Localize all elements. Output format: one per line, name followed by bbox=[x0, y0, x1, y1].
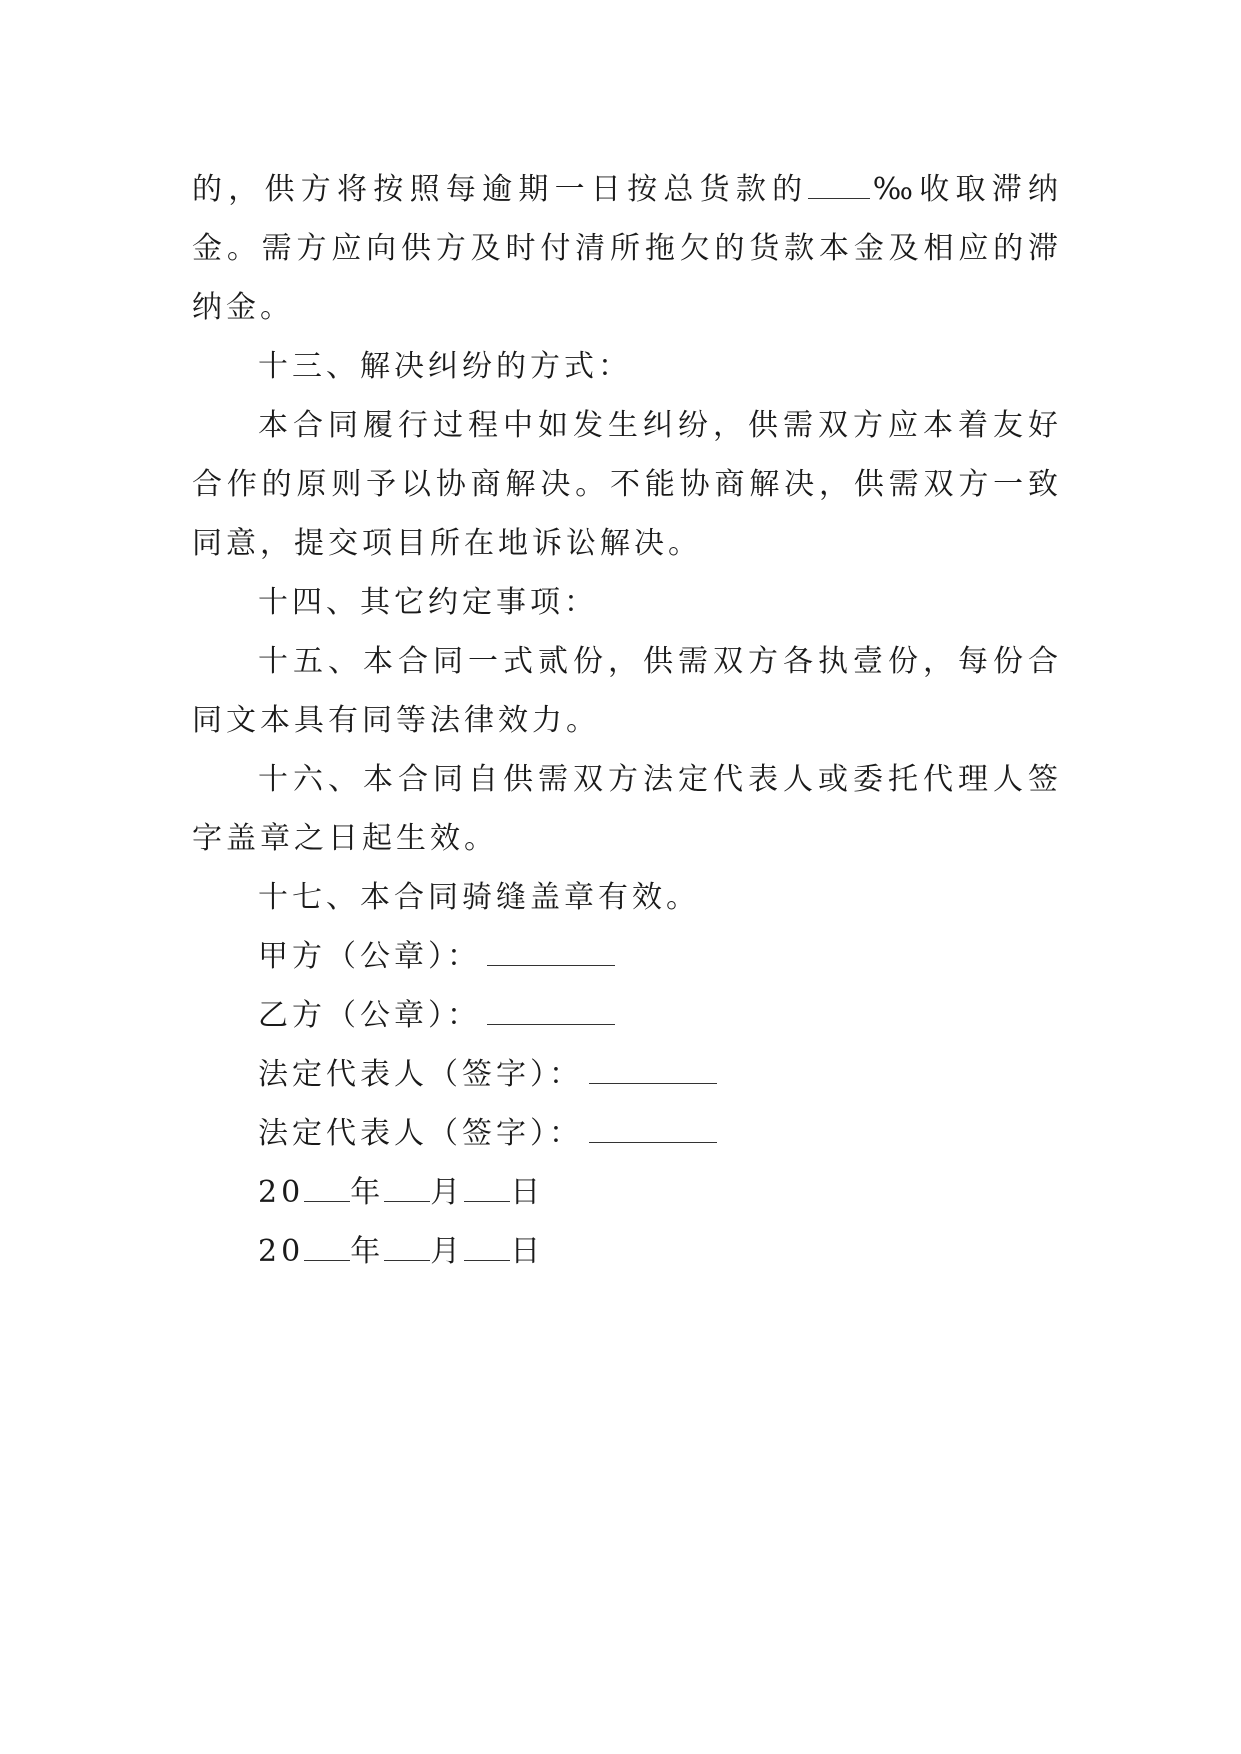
paragraph-text: ‰收取滞纳金。需方应向供方及时付清所拖欠的货款本金及相应的滞纳金。 bbox=[192, 172, 1062, 325]
signature-blank bbox=[487, 996, 615, 1025]
year-blank bbox=[304, 1232, 350, 1261]
document-body bbox=[192, 160, 1062, 1281]
clause-14-heading: 十四、其它约定事项： bbox=[258, 585, 598, 620]
date-line-a bbox=[192, 1163, 1062, 1222]
date-line-b bbox=[192, 1222, 1062, 1281]
paragraph-text: 的，供方将按照每逾期一日按总货款的 bbox=[192, 172, 809, 207]
clause-16: 十六、本合同自供需双方法定代表人或委托代理人签字盖章之日起生效。 bbox=[192, 762, 1062, 856]
year-label: 年 bbox=[350, 1175, 385, 1210]
late-fee-rate-blank bbox=[808, 170, 870, 199]
month-label: 月 bbox=[430, 1234, 465, 1269]
clause-13-heading: 十三、解决纠纷的方式： bbox=[258, 349, 632, 384]
party-a-seal-line bbox=[192, 927, 1062, 986]
month-label: 月 bbox=[430, 1175, 465, 1210]
date-prefix: 20 bbox=[258, 1175, 305, 1210]
legal-rep-signature-line-a bbox=[192, 1045, 1062, 1104]
legal-rep-signature-line-b bbox=[192, 1104, 1062, 1163]
day-label: 日 bbox=[510, 1234, 545, 1269]
signature-label: 法定代表人（签字）： bbox=[258, 1116, 583, 1151]
clause-15: 十五、本合同一式贰份，供需双方各执壹份，每份合同文本具有同等法律效力。 bbox=[192, 644, 1062, 738]
year-blank bbox=[304, 1173, 350, 1202]
paragraph-late-fee bbox=[192, 160, 1062, 337]
month-blank bbox=[384, 1173, 430, 1202]
date-prefix: 20 bbox=[258, 1234, 305, 1269]
day-label: 日 bbox=[510, 1175, 545, 1210]
signature-blank bbox=[589, 1055, 717, 1084]
signature-blank bbox=[487, 937, 615, 966]
signature-label: 法定代表人（签字）： bbox=[258, 1057, 583, 1092]
signature-blank bbox=[589, 1114, 717, 1143]
day-blank bbox=[464, 1232, 510, 1261]
signature-label: 乙方（公章）： bbox=[258, 998, 481, 1033]
clause-13-body: 本合同履行过程中如发生纠纷，供需双方应本着友好合作的原则予以协商解决。不能协商解决，供需双方一致同意，提交项目所在地诉讼解决。 bbox=[192, 408, 1062, 561]
year-label: 年 bbox=[350, 1234, 385, 1269]
month-blank bbox=[384, 1232, 430, 1261]
signature-label: 甲方（公章）： bbox=[258, 939, 481, 974]
party-b-seal-line bbox=[192, 986, 1062, 1045]
day-blank bbox=[464, 1173, 510, 1202]
clause-17: 十七、本合同骑缝盖章有效。 bbox=[258, 880, 700, 915]
